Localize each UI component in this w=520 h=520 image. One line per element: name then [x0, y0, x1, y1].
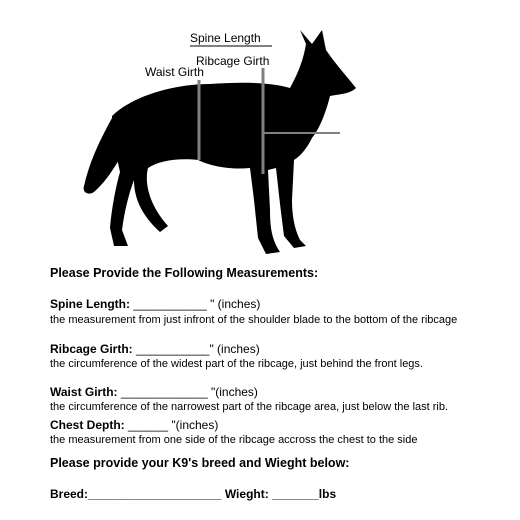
- waist-girth-field-label: Waist Girth:: [50, 385, 118, 399]
- spine-length-field-label: Spine Length:: [50, 297, 130, 311]
- breed-weight-heading: Please provide your K9's breed and Wieght below:: [50, 456, 350, 470]
- waist-girth-unit: "(inches): [207, 385, 258, 399]
- ribcage-girth-field-label: Ribcage Girth:: [50, 342, 133, 356]
- spine-length-unit: " (inches): [206, 297, 261, 311]
- ribcage-girth-unit: " (inches): [209, 342, 260, 356]
- waist-girth-field: [50, 385, 258, 399]
- spine-length-description: the measurement from just infront of the shoulder blade to the bottom of the ribcage: [50, 314, 458, 326]
- chest-label: Chest: [277, 121, 309, 135]
- breed-field-label: Breed:: [50, 487, 89, 501]
- measurements-heading: Please Provide the Following Measurements:: [50, 266, 319, 280]
- ribcage-girth-blank: ___________: [132, 342, 210, 356]
- waist-girth-blank: _____________: [117, 385, 208, 399]
- chest-depth-description: the measurement from one side of the ribcage accross the chest to the side: [50, 434, 418, 446]
- ribcage-girth-field: [50, 342, 260, 356]
- weight-field-label: Wieght:: [221, 487, 273, 501]
- weight-blank: _______: [272, 487, 319, 501]
- ribcage-girth-description: the circumference of the widest part of the ribcage, just behind the front legs.: [50, 358, 423, 370]
- chest-depth-blank: ______: [124, 418, 169, 432]
- weight-unit: lbs: [318, 487, 337, 501]
- spine-length-field: [50, 297, 260, 311]
- ribcage-girth-label: Ribcage Girth: [196, 54, 270, 68]
- chest-depth-field-label: Chest Depth:: [50, 418, 125, 432]
- chest-depth-field: [50, 418, 218, 432]
- waist-girth-description: the circumference of the narrowest part of the ribcage area, just below the last rib.: [50, 401, 449, 413]
- spine-length-blank: ___________: [130, 297, 207, 311]
- breed-blank: ____________________: [88, 487, 222, 501]
- waist-girth-label: Waist Girth: [145, 65, 204, 79]
- chest-depth-unit: "(inches): [168, 418, 219, 432]
- breed-weight-field: [50, 487, 336, 501]
- spine-length-label: Spine Length: [190, 31, 261, 45]
